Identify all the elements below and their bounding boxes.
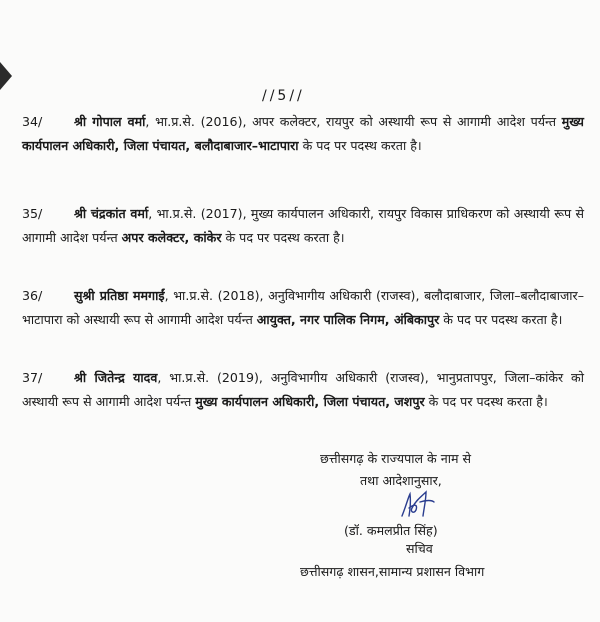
- authority-closing: [320, 448, 471, 492]
- new-post: अपर कलेक्टर, कांकेर: [121, 229, 222, 245]
- officer-name: सुश्री प्रतिष्ठा ममगाईं: [74, 288, 165, 303]
- closing-line-2: तथा आदेशानुसार,: [360, 473, 442, 488]
- item-tail: के पद पर पदस्थ करता है।: [439, 311, 563, 327]
- page-number: //5//: [262, 88, 305, 104]
- closing-line-1: छत्तीसगढ़ के राज्यपाल के नाम से: [320, 451, 472, 466]
- order-item-34: [22, 110, 584, 157]
- new-post: आयुक्त, नगर पालिक निगम, अंबिकापुर: [256, 311, 440, 327]
- page-corner-shadow: [0, 62, 12, 90]
- item-text: , भा.प्र.से. (2016), अपर कलेक्टर, रायपुर को अस्थायी रूप से आगामी आदेश पर्यन्त: [145, 114, 562, 129]
- item-tail: के पद पर पदस्थ करता है।: [298, 137, 422, 153]
- item-text: , भा.प्र.से. (2018), अनुविभागीय अधिकारी (राजस्व), बलौदाबाजार, जिला–बलौदाबाजार–भाटापारा को अस्थायी रूप से आगामी आदेश पर्यन्त: [22, 288, 585, 327]
- department-name: छत्तीसगढ़ शासन,सामान्य प्रशासन विभाग: [300, 564, 485, 579]
- new-post: मुख्य कार्यपालन अधिकारी, जिला पंचायत, बलौदाबाजार–भाटापारा: [22, 114, 584, 153]
- item-number: 36/: [22, 288, 43, 303]
- officer-name: श्री गोपाल वर्मा: [74, 114, 146, 129]
- item-number: 35/: [22, 206, 43, 221]
- item-number: 34/: [22, 114, 43, 129]
- order-item-37: [22, 366, 584, 413]
- item-text: , भा.प्र.से. (2017), मुख्य कार्यपालन अधिकारी, रायपुर विकास प्राधिकरण को अस्थायी रूप से आगामी आदेश पर्यन्त: [22, 206, 584, 245]
- signer-designation: सचिव: [406, 541, 433, 556]
- officer-name: श्री जितेन्द्र यादव: [74, 370, 158, 385]
- order-item-36: [22, 284, 584, 331]
- handwritten-signature: [396, 488, 438, 522]
- item-tail: के पद पर पदस्थ करता है।: [424, 393, 548, 409]
- officer-name: श्री चंद्रकांत वर्मा: [74, 206, 149, 221]
- signer-name: (डॉ. कमलप्रीत सिंह): [344, 523, 438, 538]
- item-number: 37/: [22, 370, 43, 385]
- new-post: मुख्य कार्यपालन अधिकारी, जिला पंचायत, जशपुर: [195, 393, 425, 409]
- item-tail: के पद पर पदस्थ करता है।: [221, 229, 345, 245]
- order-item-35: [22, 202, 584, 249]
- item-text: , भा.प्र.से. (2019), अनुविभागीय अधिकारी (राजस्व), भानुप्रतापपुर, जिला–कांकेर को अस्थायी रूप से आगामी आदेश पर्यन्त: [22, 370, 584, 409]
